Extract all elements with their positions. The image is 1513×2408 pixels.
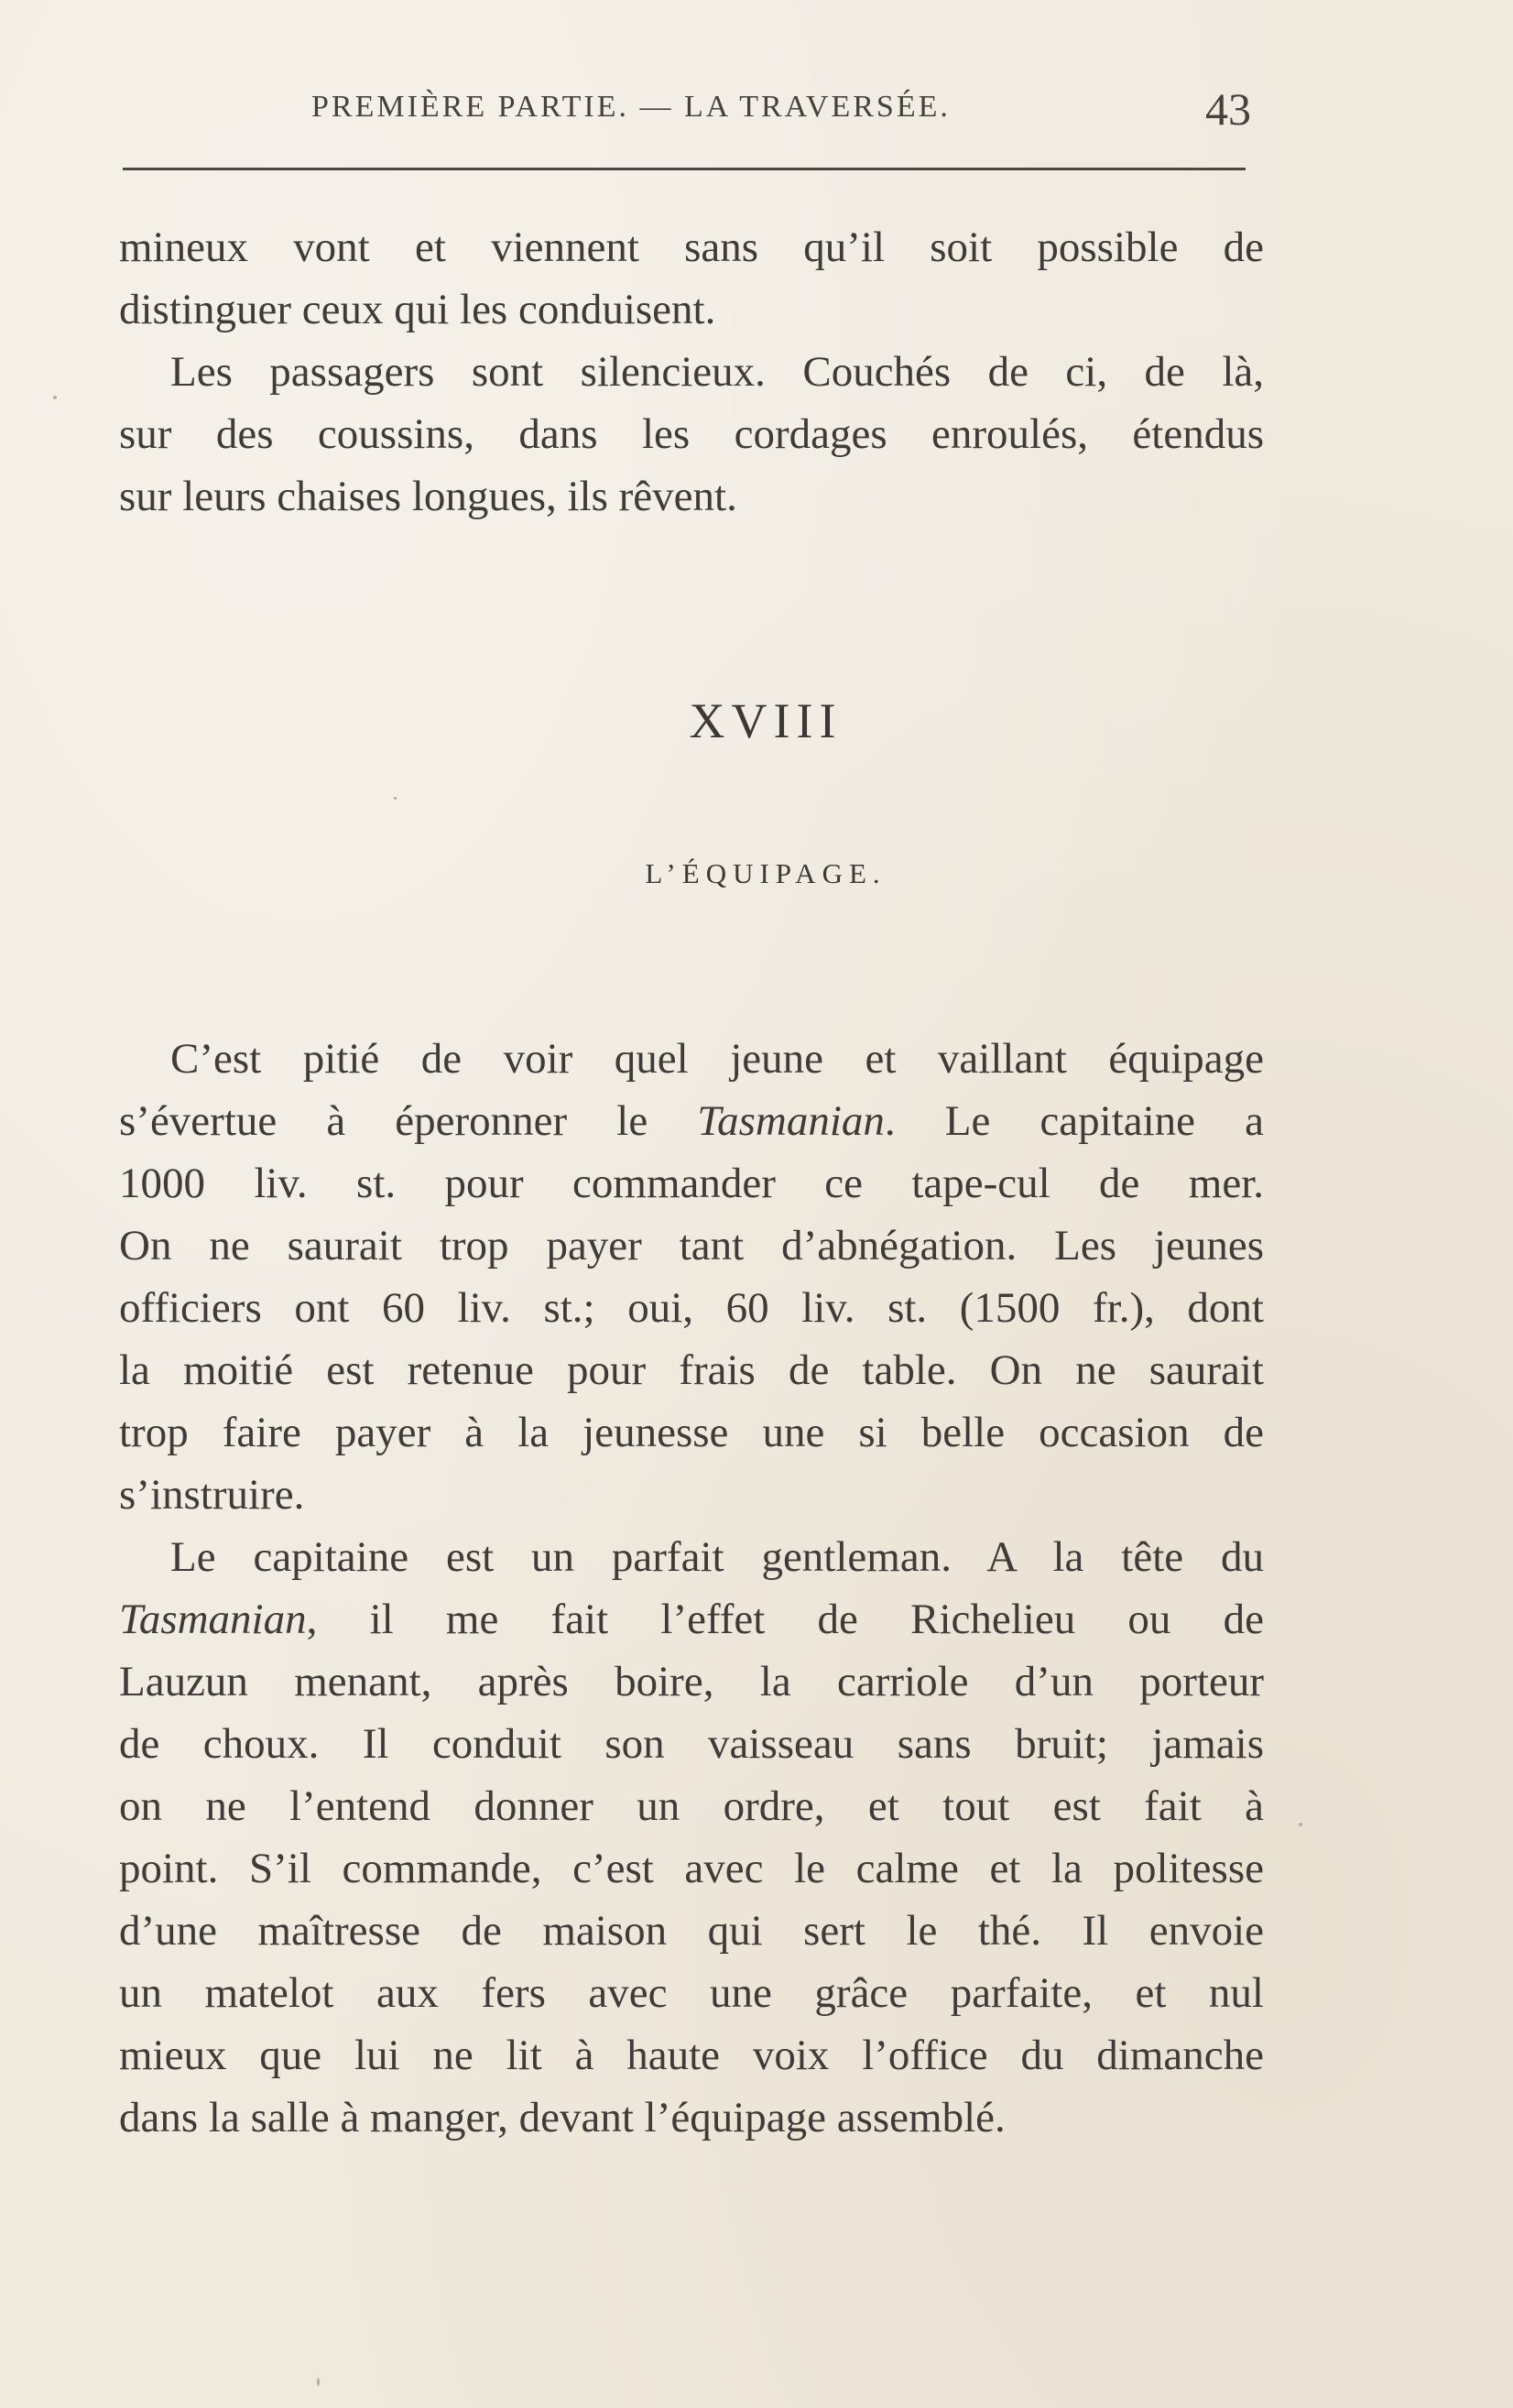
paper-speck — [1299, 1823, 1302, 1826]
text-line: distinguer ceux qui les conduisent. — [119, 286, 716, 333]
text-line: officiers ont 60 liv. st.; oui, 60 liv. st. (1500 fr.), dont — [119, 1284, 1264, 1332]
text-line: dans la salle à manger, devant l’équipage assemblé. — [119, 2094, 1006, 2141]
running-head: PREMIÈRE PARTIE. — LA TRAVERSÉE. — [311, 90, 951, 124]
paper-speck — [394, 797, 397, 800]
text-line: un matelot aux fers avec une grâce parfaite, et nul — [119, 1969, 1264, 2017]
text-fragment: , il me fait l’effet de Richelieu ou de — [306, 1596, 1264, 1643]
chapter-title: L’ÉQUIPAGE. — [645, 857, 887, 889]
chapter-number: XVIII — [689, 693, 843, 748]
ship-name: Tasmanian — [119, 1596, 307, 1643]
text-line — [119, 1588, 1264, 1651]
text-fragment: s’évertue à éperonner le — [119, 1097, 698, 1145]
page-number: 43 — [1205, 83, 1251, 135]
header-rule — [123, 168, 1246, 170]
text-line: on ne l’entend donner un ordre, et tout est fait à — [119, 1782, 1264, 1830]
text-line: la moitié est retenue pour frais de table. On ne saurait — [119, 1346, 1264, 1394]
text-line: Le capitaine est un parfait gentleman. A la tête du — [170, 1533, 1264, 1581]
text-line: C’est pitié de voir quel jeune et vaillant équipage — [170, 1035, 1264, 1083]
ship-name: Tasmanian — [697, 1097, 885, 1145]
body-text — [119, 1028, 1264, 2149]
text-line — [119, 1090, 1264, 1152]
paper-speck — [53, 396, 57, 399]
paper-speck — [317, 2378, 320, 2386]
text-fragment: . Le capitaine a — [884, 1097, 1264, 1145]
text-line: On ne saurait trop payer tant d’abnégation. Les jeunes — [119, 1222, 1264, 1269]
text-line: de choux. Il conduit son vaisseau sans bruit; jamais — [119, 1720, 1264, 1768]
text-line: mieux que lui ne lit à haute voix l’office du dimanche — [119, 2032, 1264, 2079]
text-line: Lauzun menant, après boire, la carriole d’un porteur — [119, 1658, 1264, 1705]
text-line: sur leurs chaises longues, ils rêvent. — [119, 473, 737, 520]
text-line: Les passagers sont silencieux. Couchés de ci, de là, — [170, 348, 1264, 396]
text-line: d’une maîtresse de maison qui sert le thé. Il envoie — [119, 1907, 1264, 1955]
text-line: 1000 liv. st. pour commander ce tape-cul de mer. — [119, 1160, 1264, 1207]
text-line: sur des coussins, dans les cordages enroulés, étendus — [119, 410, 1264, 458]
text-line: trop faire payer à la jeunesse une si belle occasion de — [119, 1409, 1264, 1456]
intro-text — [119, 216, 1264, 528]
text-line: point. S’il commande, c’est avec le calme et la politesse — [119, 1845, 1264, 1892]
text-line: s’instruire. — [119, 1471, 305, 1519]
text-line: mineux vont et viennent sans qu’il soit possible de — [119, 223, 1264, 271]
